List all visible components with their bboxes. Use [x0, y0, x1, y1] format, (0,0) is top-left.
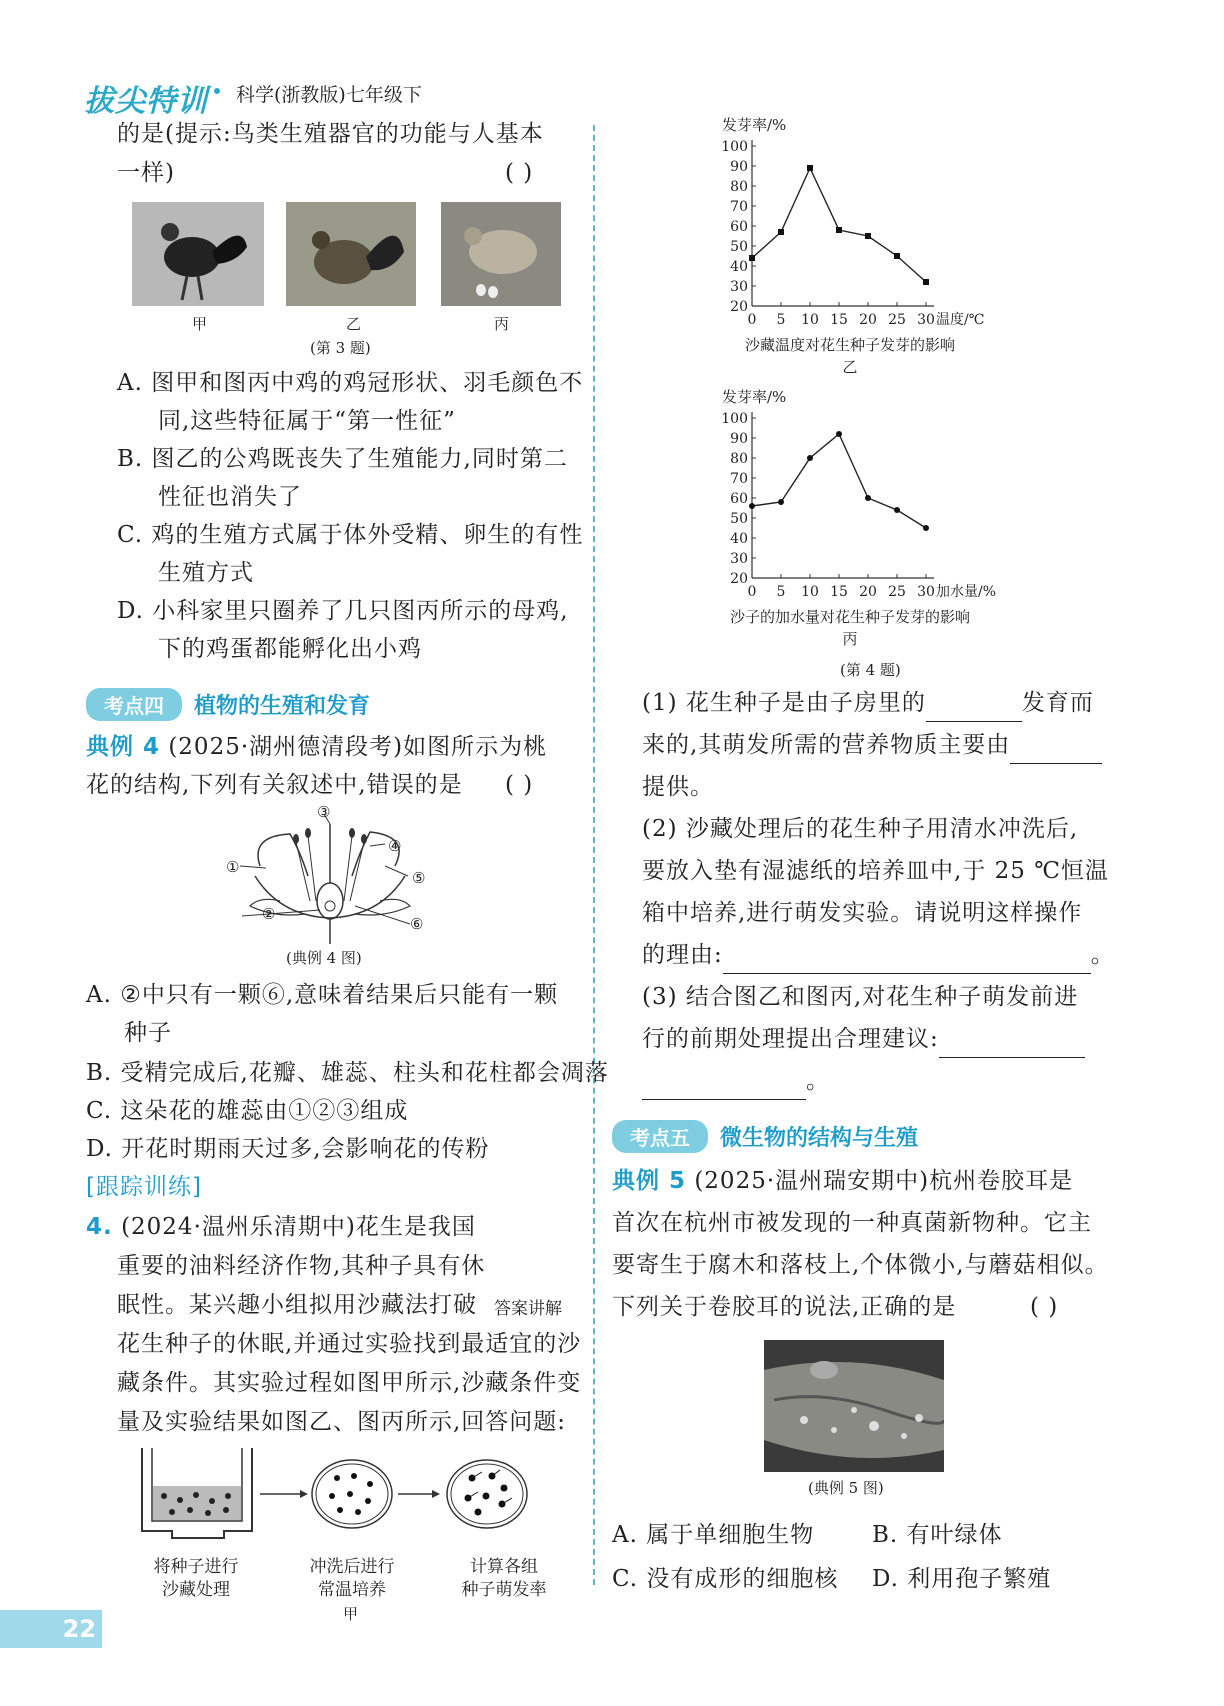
x-tick-label: 0 — [747, 584, 757, 600]
flower-marker-6: ⑥ — [410, 915, 424, 933]
x-tick-label: 20 — [859, 584, 877, 600]
data-point — [894, 253, 900, 259]
q4-sub1-line2: 来的,其萌发所需的营养物质主要由 — [642, 726, 1102, 764]
flower-marker-3: ③ — [317, 803, 331, 821]
y-tick-label: 60 — [730, 491, 748, 507]
q4-sub2-line3: 箱中培养,进行萌发实验。请说明这样操作 — [642, 900, 1083, 926]
q4-line2: 重要的油料经济作物,其种子具有休 — [117, 1253, 486, 1279]
x-tick-label: 20 — [859, 312, 877, 328]
data-point — [865, 495, 871, 501]
answer-explanation-link[interactable]: 答案讲解 — [494, 1299, 562, 1319]
data-point — [778, 499, 784, 505]
x-tick-label: 10 — [801, 312, 819, 328]
x-tick-label: 5 — [776, 584, 786, 600]
ex5-line1: 典例 5 (2025·温州瑞安期中)杭州卷胶耳是 — [612, 1168, 1074, 1194]
ex5-option-b[interactable]: B. 有叶绿体 — [872, 1522, 1003, 1548]
blank-sub1-a[interactable] — [926, 695, 1022, 722]
x-tick-label: 10 — [801, 584, 819, 600]
ex4-option-a-line2: 种子 — [124, 1020, 172, 1046]
ex5-answer-paren[interactable]: ( ) — [1030, 1294, 1059, 1320]
x-tick-label: 25 — [888, 312, 906, 328]
ex5-option-d[interactable]: D. 利用孢子繁殖 — [872, 1566, 1052, 1592]
q4-line6: 量及实验结果如图乙、图丙所示,回答问题: — [117, 1409, 567, 1435]
q4-line1: 4. (2024·温州乐清期中)花生是我国 — [86, 1214, 476, 1240]
y-tick-label: 50 — [730, 239, 748, 255]
ex4-answer-paren[interactable]: ( ) — [505, 772, 534, 798]
ex5-option-c[interactable]: C. 没有成形的细胞核 — [612, 1566, 839, 1592]
flow-step-2: 冲洗后进行 常温培养 — [309, 1557, 395, 1600]
chart-xlabel: 加水量/% — [936, 584, 997, 600]
data-point — [778, 229, 784, 235]
ex4-figure-caption: (典例 4 图) — [286, 949, 362, 967]
ex5-option-a[interactable]: A. 属于单细胞生物 — [612, 1522, 815, 1548]
page-number: 22 — [0, 1610, 102, 1648]
kp4-badge: 考点四 — [86, 688, 182, 721]
chart-ylabel: 发芽率/% — [722, 116, 787, 134]
q3-stem-line2: 一样) — [117, 160, 175, 186]
q4-line5: 藏条件。其实验过程如图甲所示,沙藏条件变 — [117, 1370, 582, 1396]
section-kp4 — [86, 688, 370, 721]
ex5-line2: 首次在杭州市被发现的一种真菌新物种。它主 — [612, 1210, 1092, 1236]
tracking-practice-heading: [跟踪训练] — [86, 1174, 202, 1200]
flower-marker-4: ④ — [388, 837, 402, 855]
flow-step-3: 计算各组 种子萌发率 — [461, 1557, 547, 1600]
q3-option-b-line2: 性征也消失了 — [158, 484, 302, 510]
flower-marker-5: ⑤ — [412, 869, 426, 887]
y-tick-label: 40 — [730, 531, 748, 547]
ex5-tag: 典例 5 — [612, 1168, 687, 1194]
blank-sub3-b[interactable] — [642, 1073, 806, 1100]
y-tick-label: 20 — [730, 299, 748, 315]
blank-sub3-a[interactable] — [939, 1031, 1085, 1058]
q3-figure-caption: (第 3 题) — [310, 339, 371, 357]
y-tick-label: 40 — [730, 259, 748, 275]
y-tick-label: 90 — [730, 159, 748, 175]
q4-sub3-line3: 。 — [642, 1062, 830, 1100]
x-tick-label: 30 — [917, 584, 935, 600]
q3-option-a-line1[interactable]: A. 图甲和图丙中鸡的鸡冠形状、羽毛颜色不 — [117, 370, 584, 396]
q3-option-d-line1[interactable]: D. 小科家里只圈养了几只图丙所示的母鸡, — [117, 598, 569, 624]
data-point — [865, 233, 871, 239]
x-tick-label: 30 — [917, 312, 935, 328]
q4-sub2-line2: 要放入垫有湿滤纸的培养皿中,于 25 ℃恒温 — [642, 858, 1109, 884]
ex5-line4: 下列关于卷胶耳的说法,正确的是 — [612, 1294, 957, 1320]
data-point — [836, 431, 842, 437]
q3-option-c-line2: 生殖方式 — [158, 560, 254, 586]
blank-sub2[interactable] — [723, 947, 1091, 974]
chart-yi-temperature — [700, 116, 1040, 396]
data-point — [807, 455, 813, 461]
data-point — [807, 165, 813, 171]
column-divider — [593, 125, 595, 1585]
kp4-title: 植物的生殖和发育 — [194, 694, 371, 719]
brand-title: 拔尖特训 — [84, 84, 208, 119]
ex4-line2: 花的结构,下列有关叙述中,错误的是 — [86, 772, 463, 798]
q4-sub3-line1: (3) 结合图乙和图丙,对花生种子萌发前进 — [642, 984, 1079, 1010]
series-line — [752, 434, 926, 528]
q4-number: 4. — [86, 1214, 113, 1240]
flow-label-jia: 甲 — [343, 1605, 359, 1623]
y-tick-label: 80 — [730, 179, 748, 195]
y-tick-label: 100 — [721, 139, 748, 155]
chart-bing-water — [700, 388, 1040, 670]
data-point — [749, 255, 755, 261]
ex4-line1: 典例 4 (2025·湖州德清段考)如图所示为桃 — [86, 734, 548, 760]
process-diagram-jia — [132, 1446, 562, 1552]
peach-flower-diagram — [220, 806, 440, 946]
y-tick-label: 30 — [730, 279, 748, 295]
q3-stem-line1: 的是(提示:鸟类生殖器官的功能与人基本 — [117, 121, 544, 147]
x-tick-label: 15 — [830, 584, 848, 600]
ex4-option-c[interactable]: C. 这朵花的雄蕊由①②③组成 — [86, 1098, 409, 1124]
y-tick-label: 70 — [730, 471, 748, 487]
ex5-figure-caption: (典例 5 图) — [808, 1479, 884, 1497]
q4-sub1-line1: (1) 花生种子是由子房里的 发育而 — [642, 684, 1094, 722]
chart-title: 沙藏温度对花生种子发芽的影响 — [744, 336, 956, 354]
photo-label-jia: 甲 — [192, 315, 208, 333]
chart-label: 乙 — [842, 358, 858, 376]
chart-title: 沙子的加水量对花生种子发芽的影响 — [729, 608, 971, 626]
capon-photo-yi — [286, 202, 416, 306]
q4-sub2-line4: 的理由: 。 — [642, 936, 1115, 974]
q3-option-b-line1[interactable]: B. 图乙的公鸡既丧失了生殖能力,同时第二 — [117, 446, 568, 472]
flower-marker-2: ② — [262, 905, 276, 923]
data-point — [923, 525, 929, 531]
y-tick-label: 50 — [730, 511, 748, 527]
q4-sub1-line3: 提供。 — [642, 774, 714, 800]
kp5-title: 微生物的结构与生殖 — [720, 1126, 919, 1151]
data-point — [836, 227, 842, 233]
header-subject: 科学(浙教版)七年级下 — [236, 84, 422, 106]
kp5-badge: 考点五 — [612, 1120, 708, 1153]
q3-option-c-line1[interactable]: C. 鸡的生殖方式属于体外受精、卵生的有性 — [117, 522, 584, 548]
y-tick-label: 70 — [730, 199, 748, 215]
series-line — [752, 168, 926, 282]
chart-label: 丙 — [842, 630, 858, 648]
header-dot — [214, 88, 220, 94]
fungus-photo — [764, 1340, 944, 1472]
q4-sub2-line1: (2) 沙藏处理后的花生种子用清水冲洗后, — [642, 816, 1079, 842]
section-kp5 — [612, 1120, 918, 1153]
data-point — [923, 279, 929, 285]
photo-label-yi: 乙 — [346, 315, 362, 333]
q4-line3: 眠性。某兴趣小组拟用沙藏法打破 — [117, 1292, 477, 1318]
data-point — [749, 503, 755, 509]
chart-ylabel: 发芽率/% — [722, 388, 787, 406]
ex5-line3: 要寄生于腐木和落枝上,个体微小,与蘑菇相似。 — [612, 1252, 1109, 1278]
x-tick-label: 15 — [830, 312, 848, 328]
chart-xlabel: 温度/℃ — [936, 312, 985, 328]
ex4-option-d[interactable]: D. 开花时期雨天过多,会影响花的传粉 — [86, 1136, 490, 1162]
ex4-option-b[interactable]: B. 受精完成后,花瓣、雄蕊、柱头和花柱都会凋落 — [86, 1060, 609, 1086]
q4-figure-caption: (第 4 题) — [840, 661, 901, 679]
y-tick-label: 90 — [730, 431, 748, 447]
blank-sub1-b[interactable] — [1010, 737, 1102, 764]
x-tick-label: 25 — [888, 584, 906, 600]
data-point — [894, 507, 900, 513]
ex4-tag: 典例 4 — [86, 734, 161, 760]
y-tick-label: 20 — [730, 571, 748, 587]
flower-marker-1: ① — [226, 858, 240, 876]
ex4-option-a-line1[interactable]: A. ②中只有一颗⑥,意味着结果后只能有一颗 — [86, 982, 559, 1008]
x-tick-label: 0 — [747, 312, 757, 328]
rooster-photo-jia — [132, 202, 264, 306]
q4-sub3-line2: 行的前期处理提出合理建议: — [642, 1020, 1085, 1058]
q4-line4: 花生种子的休眠,并通过实验找到最适宜的沙 — [117, 1331, 582, 1357]
y-tick-label: 100 — [721, 411, 748, 427]
x-tick-label: 5 — [776, 312, 786, 328]
y-tick-label: 30 — [730, 551, 748, 567]
flow-step-1: 将种子进行 沙藏处理 — [153, 1557, 239, 1600]
y-tick-label: 80 — [730, 451, 748, 467]
y-tick-label: 60 — [730, 219, 748, 235]
q3-answer-paren[interactable]: ( ) — [505, 160, 534, 186]
photo-label-bing: 丙 — [494, 315, 510, 333]
hen-photo-bing — [441, 202, 561, 306]
q3-option-a-line2: 同,这些特征属于“第一性征” — [158, 408, 456, 434]
q3-option-d-line2: 下的鸡蛋都能孵化出小鸡 — [158, 636, 422, 662]
